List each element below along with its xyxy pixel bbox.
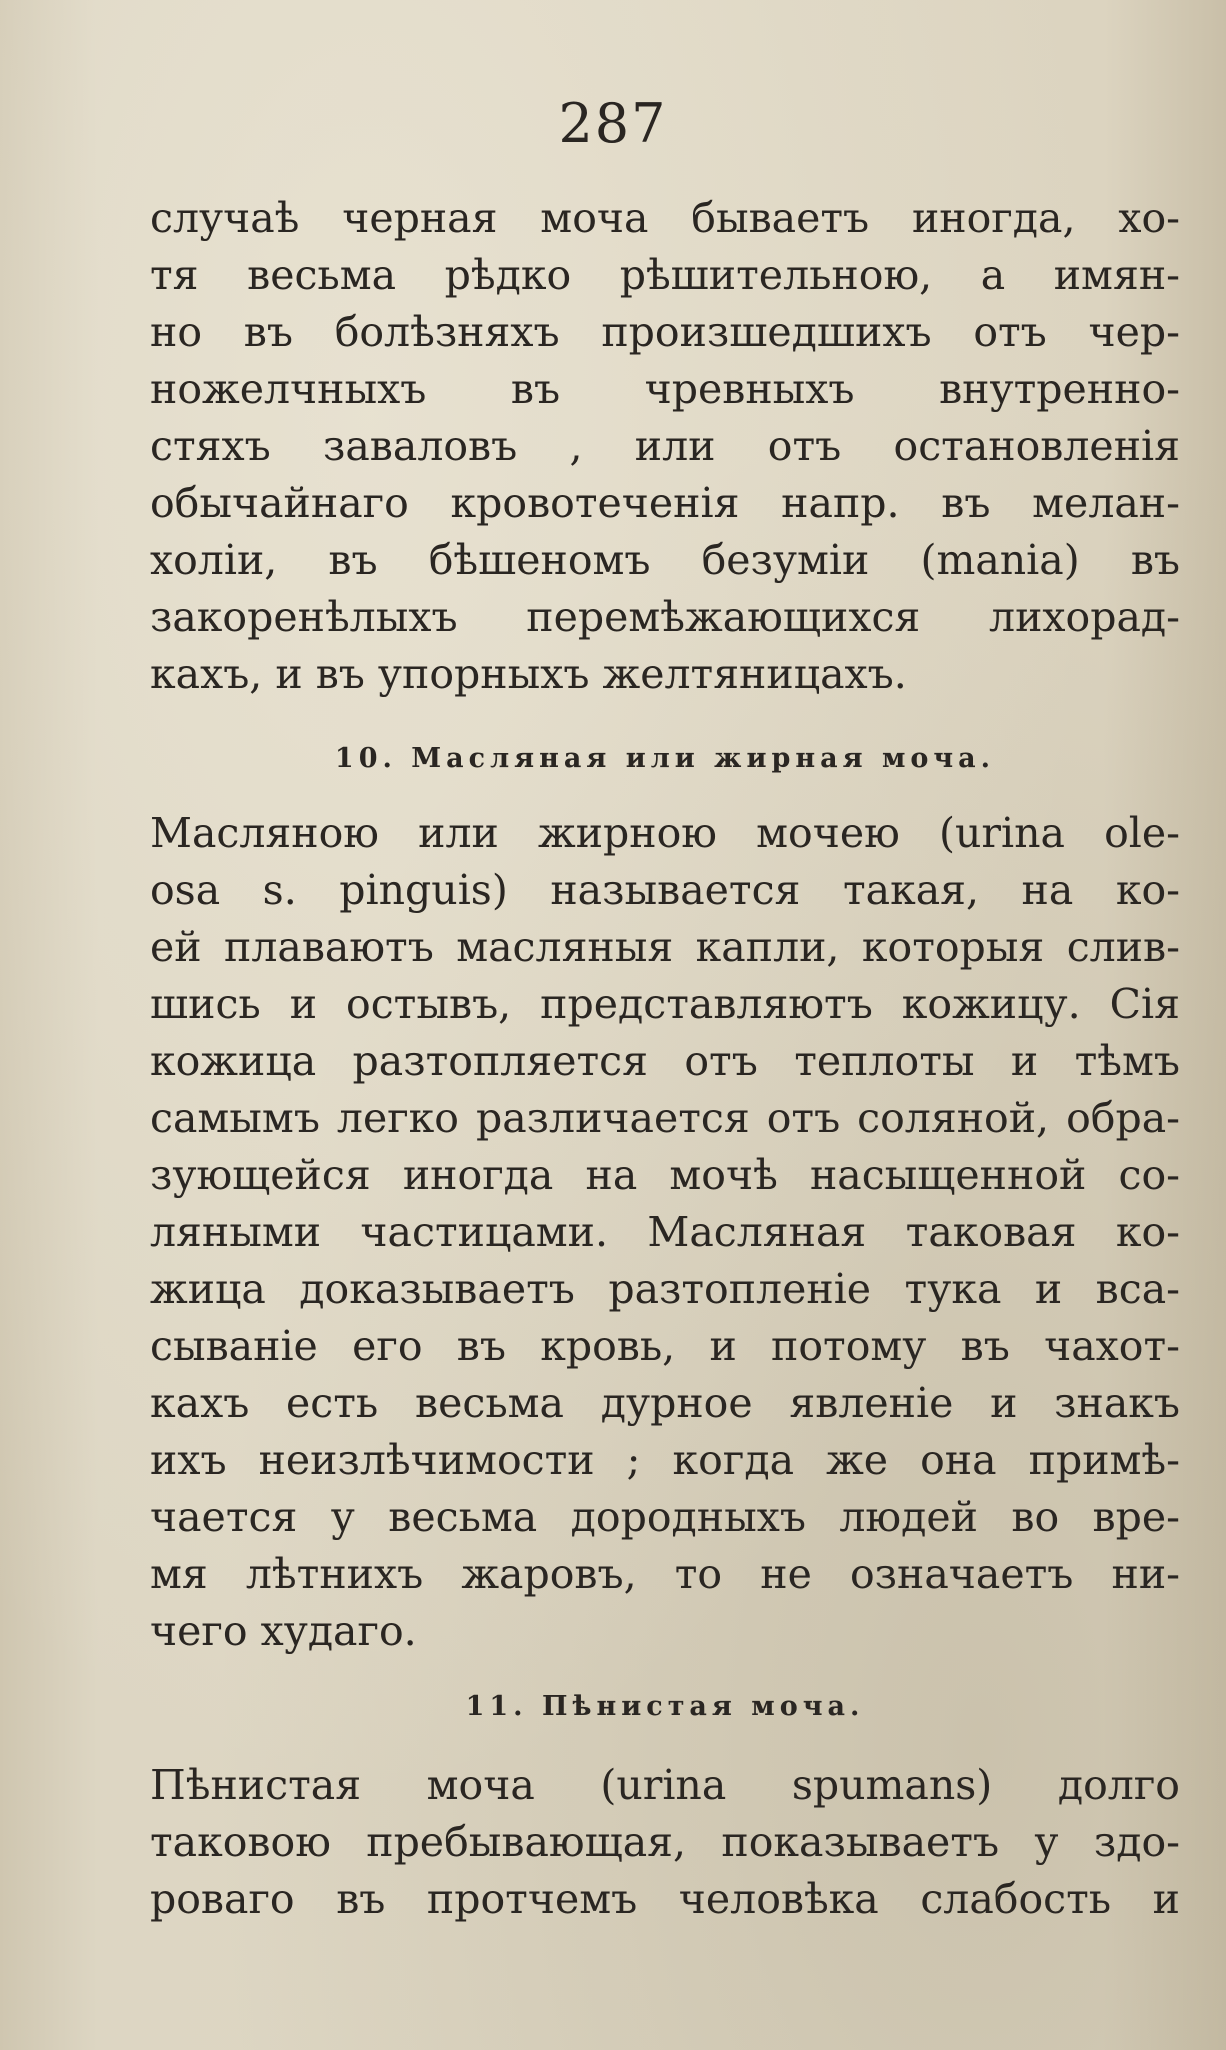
text-line: Пѣнистая моча (urina spumans) долго	[150, 1761, 1180, 1809]
text-line: стяхъ заваловъ , или отъ остановленія	[150, 422, 1180, 470]
text-line: самымъ легко различается отъ соляной, обра-	[150, 1094, 1180, 1142]
page-number: 287	[558, 92, 668, 155]
section-heading-oily-urine: 10. Масляная или жирная моча.	[334, 743, 996, 774]
paragraph-oily-urine	[150, 805, 1180, 1660]
text-line: osa s. pinguis) называется такая, на ко-	[150, 866, 1180, 914]
text-line: случаѣ черная моча бываетъ иногда, хо-	[150, 194, 1180, 242]
text-line: ляными частицами. Масляная таковая ко-	[150, 1208, 1180, 1256]
text-line: ножелчныхъ въ чревныхъ внутренно-	[150, 365, 1180, 413]
text-line: обычайнаго кровотеченія напр. въ мелан-	[150, 479, 1180, 527]
text-line: таковою пребывающая, показываетъ у здо-	[150, 1818, 1180, 1866]
text-line: зующейся иногда на мочѣ насыщенной со-	[150, 1151, 1180, 1199]
text-line: кахъ есть весьма дурное явленіе и знакъ	[150, 1379, 1180, 1427]
paragraph-black-urine	[150, 190, 1180, 703]
text-line: мя лѣтнихъ жаровъ, то не означаетъ ни-	[150, 1550, 1180, 1598]
text-line: тя весьма рѣдко рѣшительною, а имян-	[150, 251, 1180, 299]
text-line: ихъ неизлѣчимости ; когда же она примѣ-	[150, 1436, 1180, 1484]
text-line: Масляною или жирною мочею (urina ole-	[150, 809, 1180, 857]
text-line: холіи, въ бѣшеномъ безуміи (mania) въ	[150, 536, 1180, 584]
text-line: ей плаваютъ масляныя капли, которыя слив-	[150, 923, 1180, 971]
text-line: сываніе его въ кровь, и потому въ чахот-	[150, 1322, 1180, 1370]
page-body	[150, 190, 1180, 1928]
text-line: кахъ, и въ упорныхъ желтяницахъ.	[150, 650, 907, 698]
text-line: но въ болѣзняхъ произшедшихъ отъ чер-	[150, 308, 1180, 356]
section-heading-foamy-urine: 11. Пѣнистая моча.	[465, 1691, 865, 1722]
text-line: чего худаго.	[150, 1607, 417, 1655]
text-line: чается у весьма дородныхъ людей во вре-	[150, 1493, 1180, 1541]
text-line: закоренѣлыхъ перемѣжающихся лихорад-	[150, 593, 1180, 641]
text-line: жица доказываетъ разтопленіе тука и вса-	[150, 1265, 1180, 1313]
text-line: шись и остывъ, представляютъ кожицу. Сія	[150, 980, 1180, 1028]
text-line: роваго въ протчемъ человѣка слабость и	[150, 1875, 1180, 1923]
text-line: кожица разтопляется отъ теплоты и тѣмъ	[150, 1037, 1180, 1085]
paragraph-foamy-urine	[150, 1757, 1180, 1928]
